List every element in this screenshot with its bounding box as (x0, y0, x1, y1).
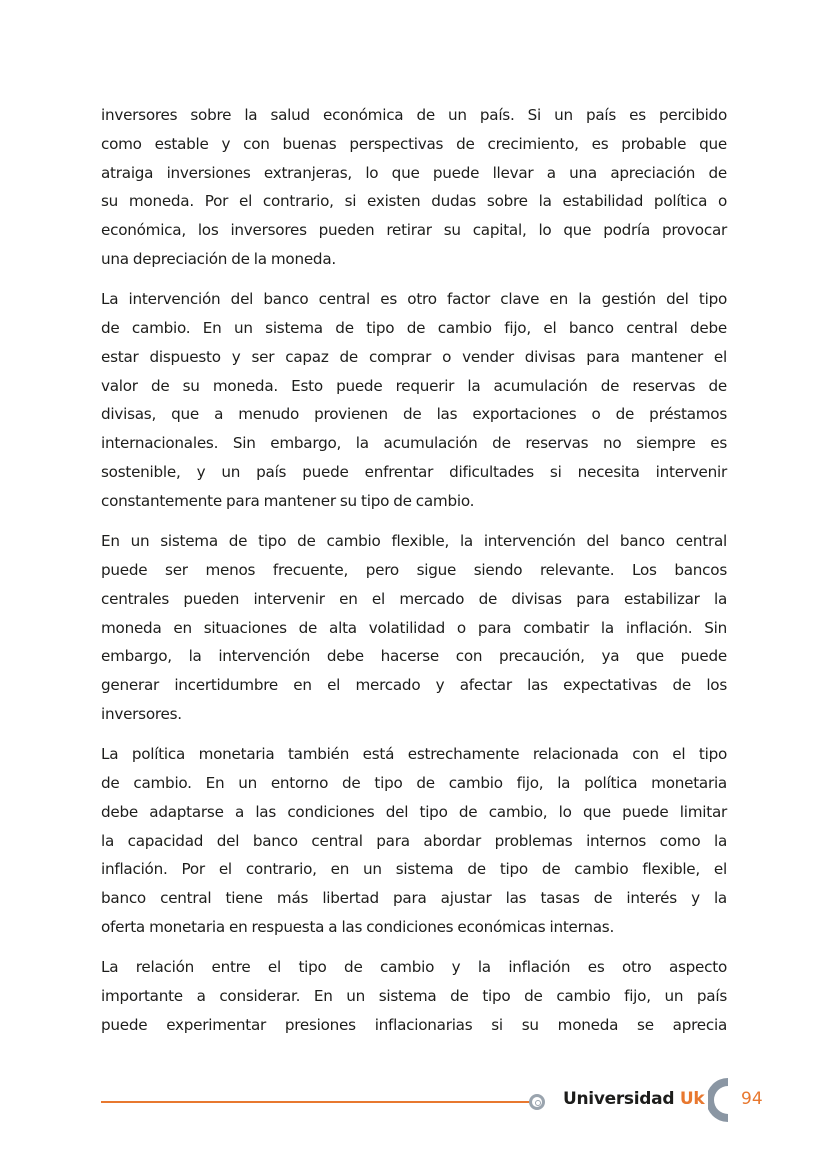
text-line: importante a considerar. En un sistema de tipo de cambio fijo, un país (101, 987, 727, 1006)
text-line: de cambio. En un entorno de tipo de cambio fijo, la política monetaria (101, 774, 727, 793)
text-line: como estable y con buenas perspectivas de crecimiento, es probable que (101, 134, 727, 153)
text-line: inversores sobre la salud económica de un país. Si un país es percibido (101, 106, 727, 124)
text-line: inversores. (101, 704, 182, 723)
text-line: estar dispuesto y ser capaz de comprar o vender divisas para mantener el (101, 347, 727, 366)
paragraph (101, 101, 727, 274)
text-line: La política monetaria también está estrechamente relacionada con el tipo (101, 745, 727, 764)
text-line: puede experimentar presiones inflacionarias si su moneda se aprecia (101, 1015, 727, 1034)
text-line: constantemente para mantener su tipo de cambio. (101, 491, 475, 510)
document-body (101, 101, 727, 1051)
text-line: La intervención del banco central es otro factor clave en la gestión del tipo (101, 290, 727, 309)
text-line: oferta monetaria en respuesta a las condiciones económicas internas. (101, 918, 615, 937)
text-line: sostenible, y un país puede enfrentar dificultades si necesita intervenir (101, 463, 727, 482)
brand-name: Universidad (563, 1089, 675, 1109)
footer-divider (101, 1101, 531, 1103)
brand-accent: Uk (679, 1089, 705, 1109)
text-line: La relación entre el tipo de cambio y la inflación es otro aspecto (101, 958, 727, 977)
text-line: embargo, la intervención debe hacerse con precaución, ya que puede (101, 647, 727, 666)
paragraph (101, 285, 727, 515)
text-line: debe adaptarse a las condiciones del tipo de cambio, lo que puede limitar (101, 802, 727, 821)
text-line: la capacidad del banco central para abordar problemas internos como la (101, 831, 727, 850)
paragraph (101, 740, 727, 942)
text-line: atraiga inversiones extranjeras, lo que puede llevar a una apreciación de (101, 163, 727, 182)
text-line: En un sistema de tipo de cambio flexible, la intervención del banco central (101, 532, 727, 551)
text-line: inflación. Por el contrario, en un sistema de tipo de cambio flexible, el (101, 860, 727, 879)
text-line: banco central tiene más libertad para ajustar las tasas de interés y la (101, 889, 727, 908)
text-line: moneda en situaciones de alta volatilidad o para combatir la inflación. Sin (101, 618, 727, 637)
text-line: centrales pueden intervenir en el mercado de divisas para estabilizar la (101, 589, 727, 608)
text-line: internacionales. Sin embargo, la acumulación de reservas no siempre es (101, 434, 727, 453)
text-line: divisas, que a menudo provienen de las exportaciones o de préstamos (101, 405, 727, 424)
text-line: puede ser menos frecuente, pero sigue siendo relevante. Los bancos (101, 560, 727, 579)
footer-target-icon (529, 1094, 545, 1110)
paragraph (101, 527, 727, 729)
paragraph (101, 953, 727, 1039)
text-line: valor de su moneda. Esto puede requerir la acumulación de reservas de (101, 376, 727, 395)
text-line: económica, los inversores pueden retirar su capital, lo que podría provocar (101, 221, 727, 240)
text-line: una depreciación de la moneda. (101, 249, 336, 268)
text-line: de cambio. En un sistema de tipo de cambio fijo, el banco central debe (101, 319, 727, 338)
footer-brand (563, 1089, 704, 1109)
text-line: su moneda. Por el contrario, si existen dudas sobre la estabilidad política o (101, 192, 727, 211)
text-line: generar incertidumbre en el mercado y afectar las expectativas de los (101, 676, 727, 695)
page-number: 94 (741, 1089, 763, 1109)
